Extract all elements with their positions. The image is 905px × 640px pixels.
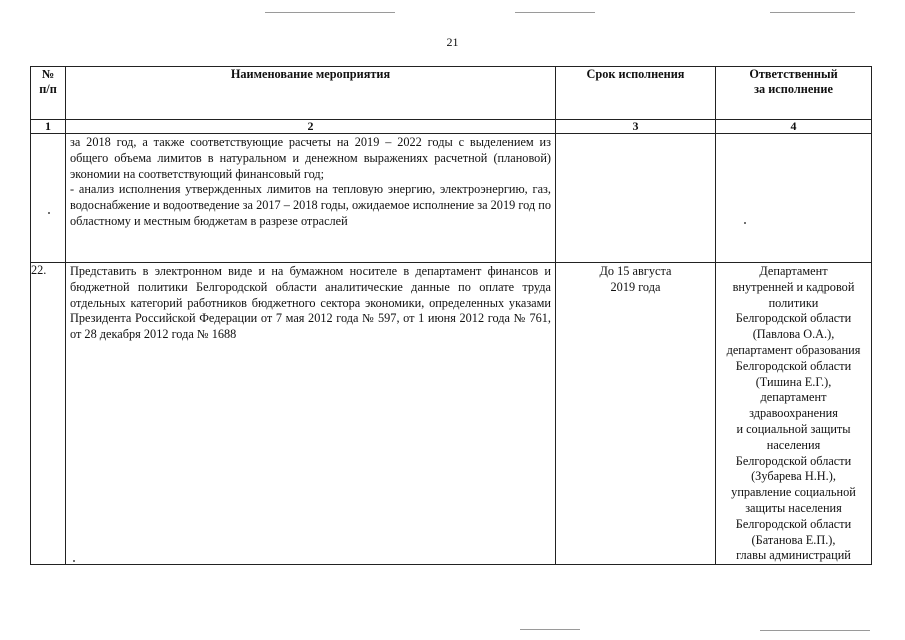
responsible-line: и социальной защиты <box>736 421 851 436</box>
responsible-line: главы администраций <box>736 548 851 563</box>
scan-artifact <box>48 212 50 214</box>
row-deadline: До 15 августа 2019 года <box>556 263 716 565</box>
row-number <box>31 134 66 263</box>
column-number: 2 <box>66 120 556 134</box>
header-num: № п/п <box>31 67 66 120</box>
row-responsible <box>716 263 872 565</box>
table-row <box>31 134 872 263</box>
header-name: Наименование мероприятия <box>66 67 556 120</box>
header-responsible: Ответственный за исполнение <box>716 67 872 120</box>
page-number: 21 <box>446 35 459 49</box>
row-number: 22. <box>31 263 66 565</box>
row-deadline <box>556 134 716 263</box>
scan-artifact <box>744 222 746 224</box>
header-deadline: Срок исполнения <box>556 67 716 120</box>
responsible-line: (Павлова О.А.), <box>752 327 835 342</box>
responsible-line: Белгородской области <box>735 358 852 373</box>
row-description: Представить в электронном виде и на бумажном носителе в департамент финансов и бюджетной политики Белгородской области аналитические данные по оплате труда отдельных категорий работников бюджетного сектора экономики, определенных указами Президента Российской Федерации от 7 мая 2012 года № 597, от 1 июня 2012 года № 761, от 28 декабря 2012 года № 1688 <box>66 263 556 565</box>
responsible-line: политики <box>768 295 819 310</box>
scan-artifact <box>265 12 395 13</box>
responsible-line: внутренней и кадровой <box>732 279 855 294</box>
scan-artifact <box>770 12 855 13</box>
row-responsible <box>716 134 872 263</box>
responsible-line: Белгородской области <box>735 453 852 468</box>
responsible-line: (Батанова Е.П.), <box>751 532 836 547</box>
responsible-line: Белгородской области <box>735 311 852 326</box>
column-number: 3 <box>556 120 716 134</box>
responsible-line: (Тишина Е.Г.), <box>755 374 832 389</box>
responsible-line: (Зубарева Н.Н.), <box>751 469 836 484</box>
scan-artifact <box>515 12 595 13</box>
responsible-line: управление социальной <box>731 485 856 500</box>
responsible-line: населения <box>766 437 821 452</box>
responsible-line: защиты населения <box>745 500 842 515</box>
responsible-line: департамент <box>760 390 827 405</box>
responsible-line: Белгородской области <box>735 516 852 531</box>
scan-artifact <box>760 630 870 631</box>
row-description: за 2018 год, а также соответствующие расчеты на 2019 – 2022 годы с выделением из общего объема лимитов в натуральном и денежном выражениях расчетной (плановой) экономии на соответствующий финансовый год; - анализ исполнения утвержденных лимитов на тепловую энергию, электроэнергию, газ, водоснабжение и водоотведение за 2017 – 2018 годы, ожидаемое исполнение за 2019 год по областному и местным бюджетам в разрезе отраслей <box>66 134 556 263</box>
responsible-line: департамент образования <box>726 342 861 357</box>
table-row <box>31 263 872 565</box>
responsible-line: Департамент <box>759 264 828 278</box>
scan-artifact <box>520 629 580 630</box>
scan-artifact <box>73 560 75 562</box>
responsible-line: здравоохранения <box>749 406 838 421</box>
column-number: 1 <box>31 120 66 134</box>
column-number-row <box>31 120 872 134</box>
column-number: 4 <box>716 120 872 134</box>
header-row <box>31 67 872 120</box>
activities-table <box>30 66 872 565</box>
